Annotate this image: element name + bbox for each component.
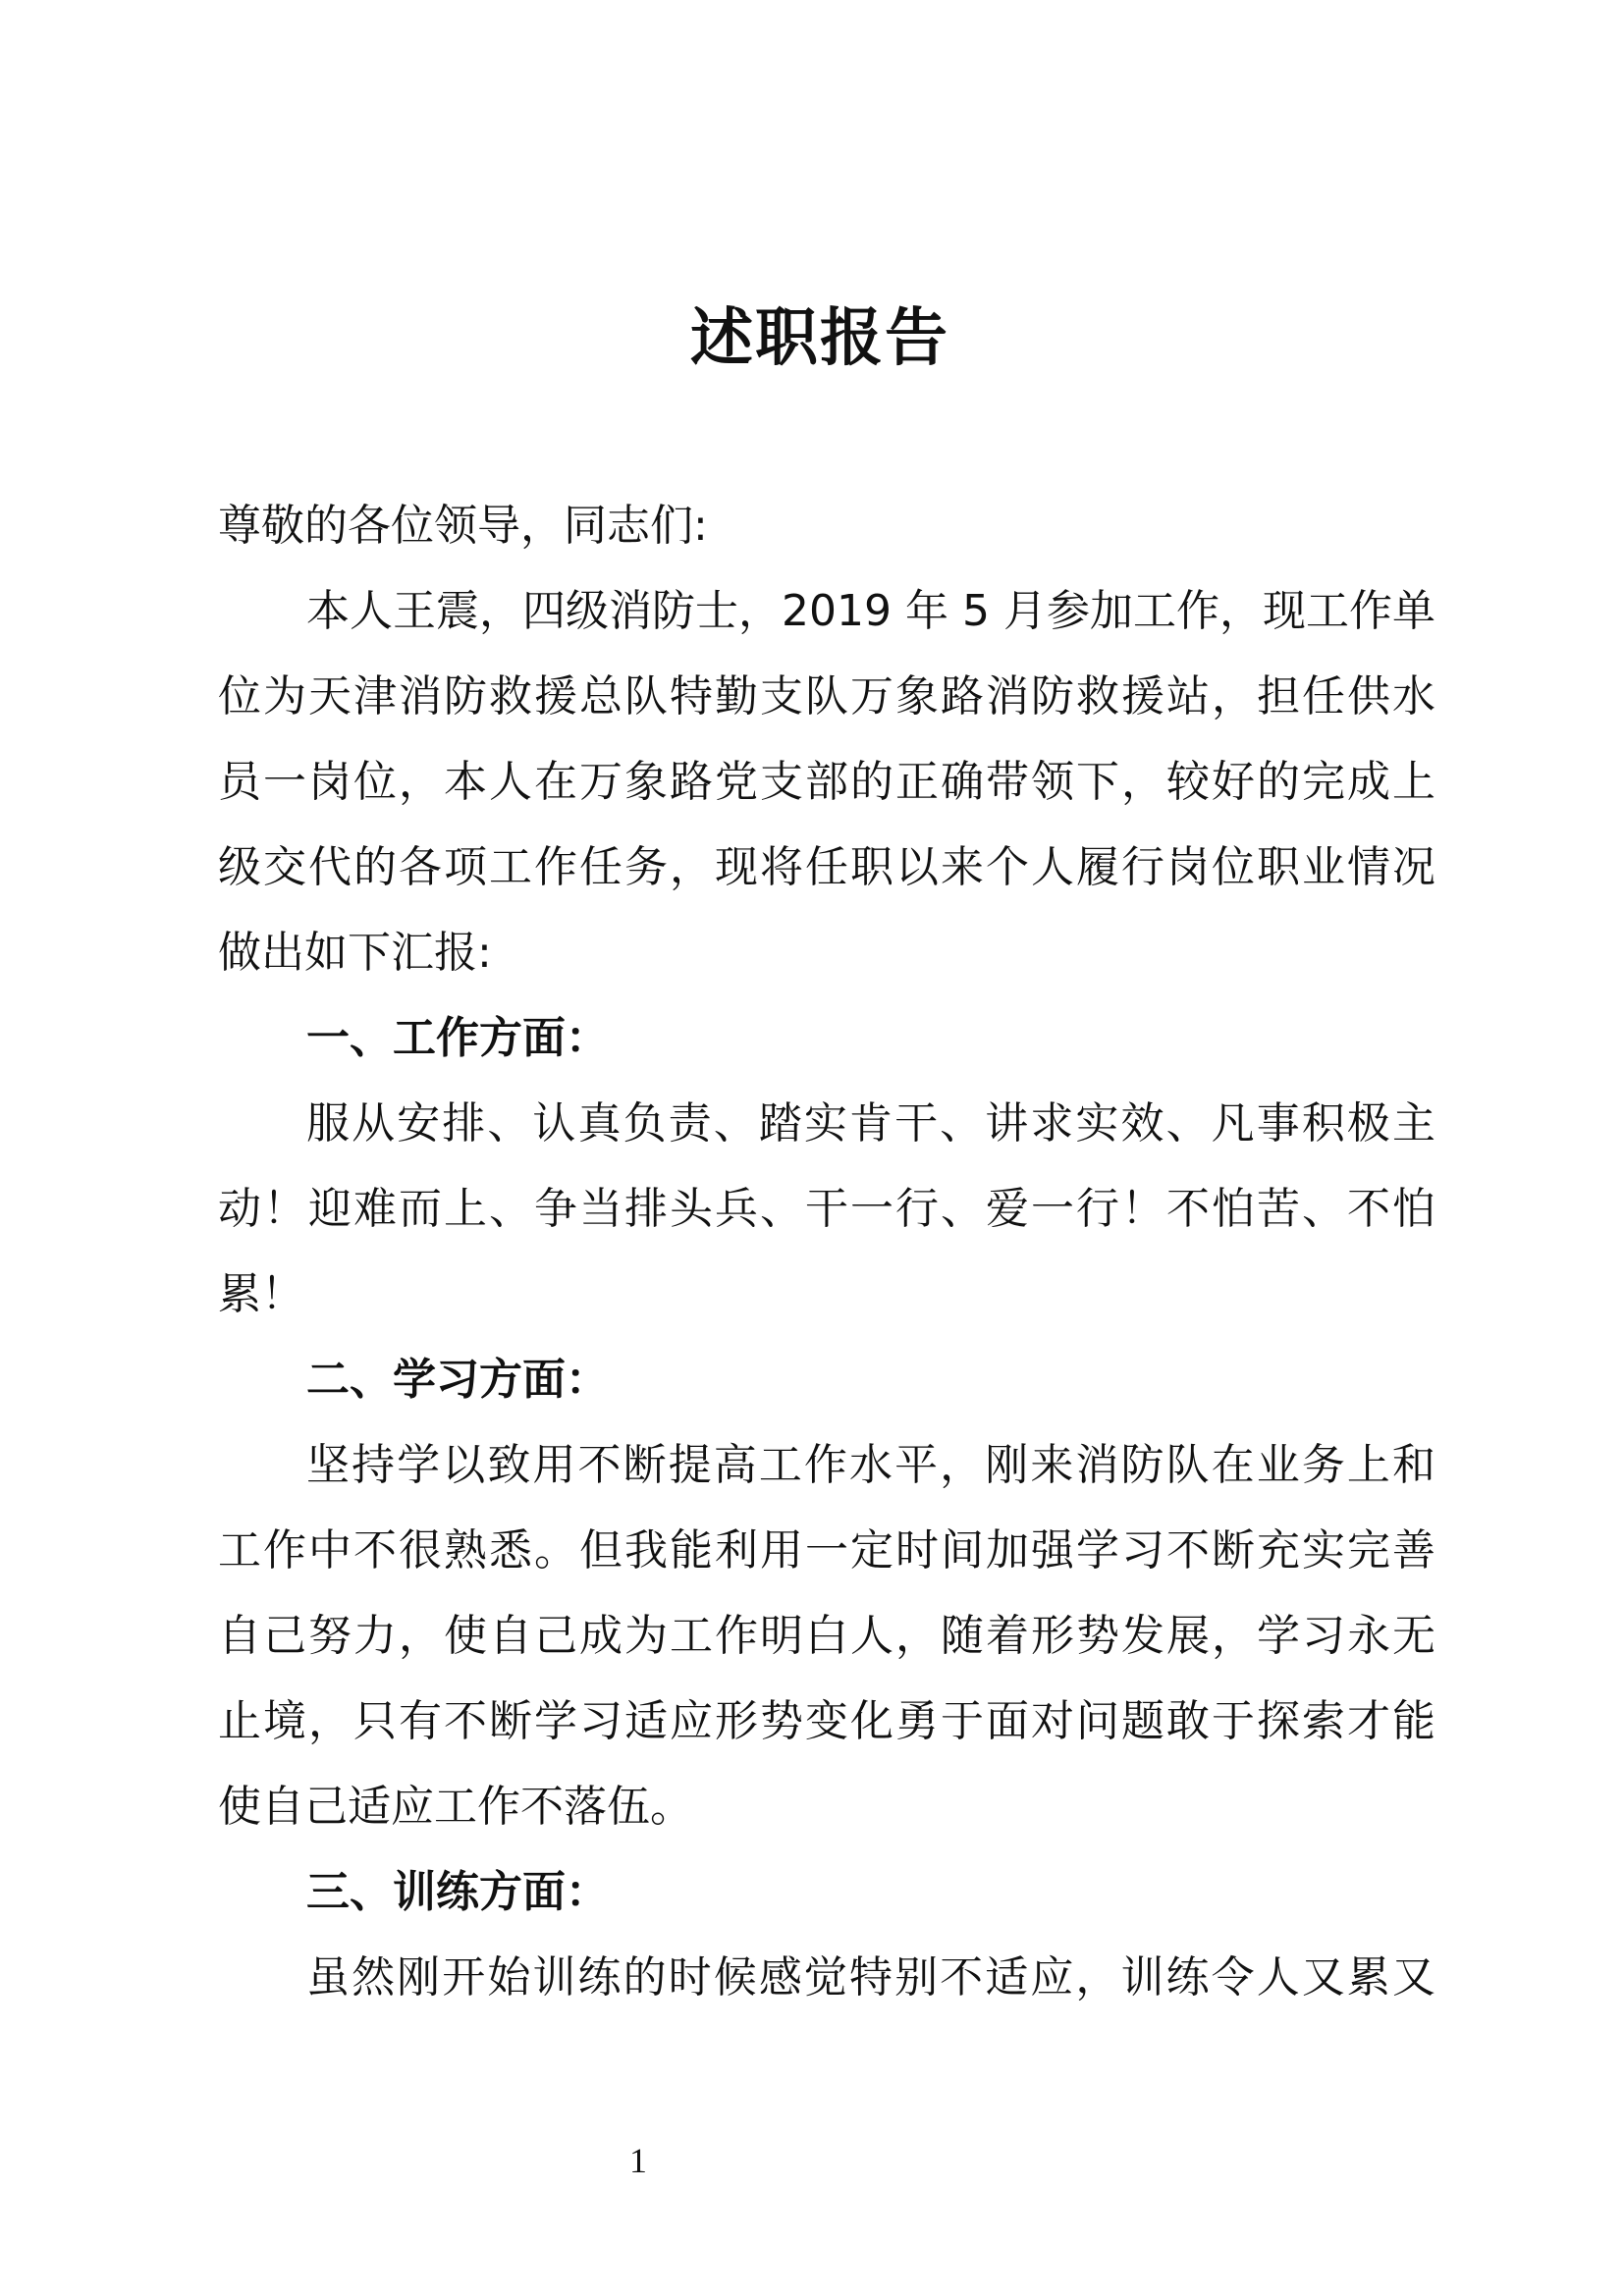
study-line-2: 工作中不很熟悉。但我能利用一定时间加强学习不断充实完善 [218, 1525, 1435, 1575]
study-line-3: 自己努力，使自己成为工作明白人，随着形势发展，学习永无 [218, 1611, 1435, 1661]
work-line-3: 累！ [218, 1269, 304, 1319]
study-line-5: 使自己适应工作不落伍。 [218, 1782, 693, 1832]
salutation: 尊敬的各位领导，同志们: [218, 501, 708, 551]
intro-line-4: 级交代的各项工作任务，现将任职以来个人履行岗位职业情况 [218, 842, 1435, 892]
intro-line-2: 位为天津消防救援总队特勤支队万象路消防救援站，担任供水 [218, 671, 1435, 721]
document-title: 述职报告 [690, 301, 949, 375]
study-line-4: 止境，只有不断学习适应形势变化勇于面对问题敢于探索才能 [218, 1696, 1435, 1746]
intro-line-3: 员一岗位，本人在万象路党支部的正确带领下，较好的完成上 [218, 757, 1435, 807]
section-heading-training: 三、训练方面： [306, 1867, 609, 1917]
intro-line-5: 做出如下汇报: [218, 928, 492, 978]
section-heading-work: 一、工作方面： [306, 1013, 609, 1063]
work-line-1: 服从安排、认真负责、踏实肯干、讲求实效、凡事积极主 [306, 1098, 1435, 1148]
work-line-2: 动！迎难而上、争当排头兵、干一行、爱一行！不怕苦、不怕 [218, 1184, 1435, 1234]
document-body [218, 483, 1435, 2020]
training-line-1: 虽然刚开始训练的时候感觉特别不适应，训练令人又累又 [306, 1952, 1435, 2002]
intro-line-1: 本人王震，四级消防士，2019 年 5 月参加工作，现工作单 [306, 586, 1435, 636]
section-heading-study: 二、学习方面： [306, 1355, 609, 1405]
page-number: 1 [629, 2141, 647, 2180]
study-line-1: 坚持学以致用不断提高工作水平，刚来消防队在业务上和 [306, 1440, 1435, 1490]
